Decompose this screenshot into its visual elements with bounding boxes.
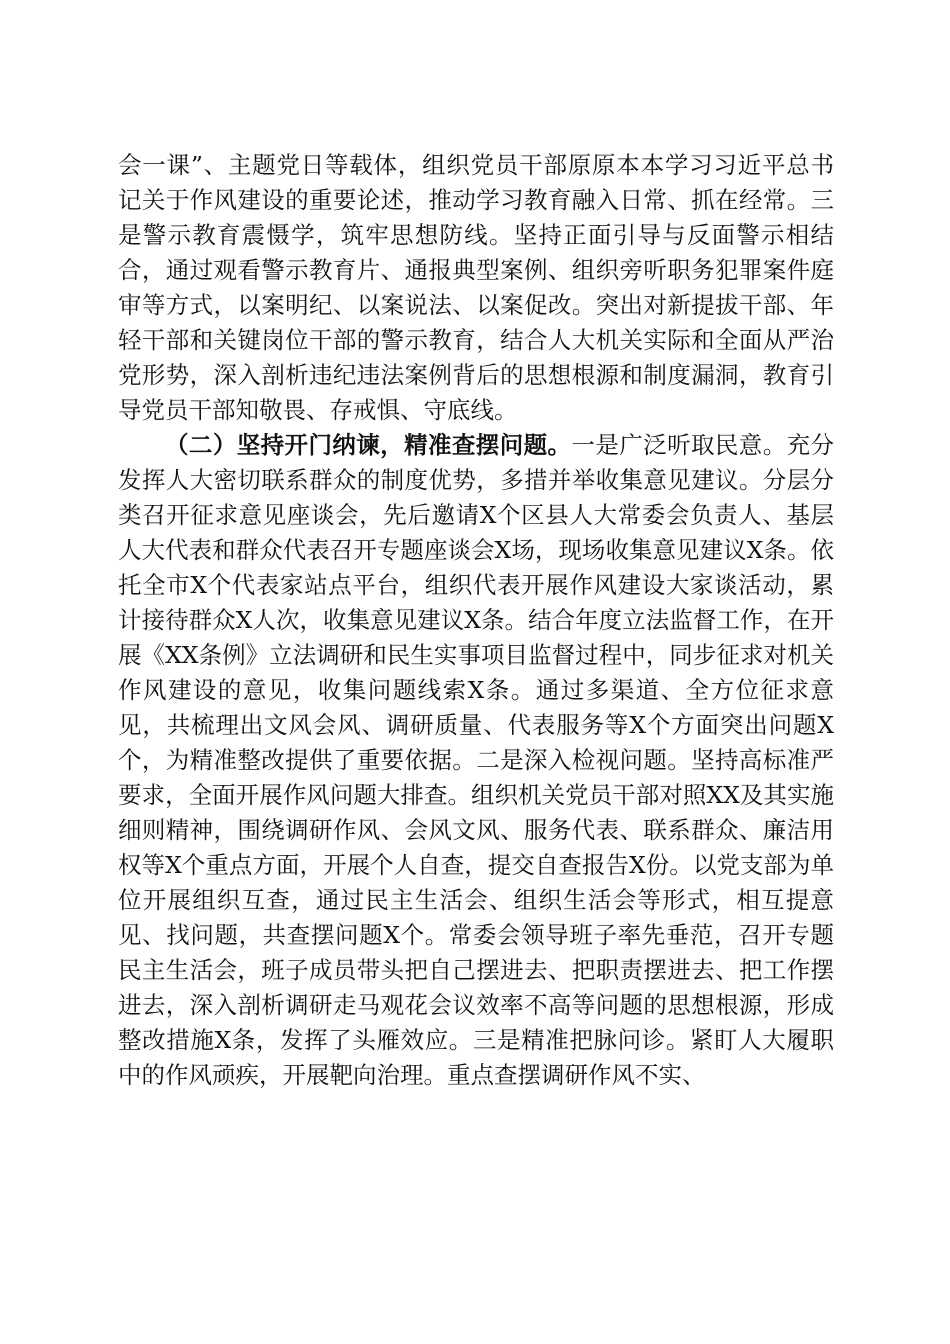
section-heading: （二）坚持开门纳谏，精准查摆问题。	[165, 431, 572, 459]
paragraph-2-text: 一是广泛听取民意。充分发挥人大密切联系群众的制度优势，多措并举收集意见建议。分层分类召开征求意见座谈会，先后邀请X个区县人大常委会负责人、基层人大代表和群众代表召开专题座谈会X场，现场收集意见建议X条。依托全市X个代表家站点平台，组织代表开展作风建设大家谈活动，累计接待群众X人次，收集意见建议X条。结合年度立法监督工作，在开展《XX条例》立法调研和民生实事项目监督过程中，同步征求对机关作风建设的意见，收集问题线索X条。通过多渠道、全方位征求意见，共梳理出文风会风、调研质量、代表服务等X个方面突出问题X个，为精准整改提供了重要依据。二是深入检视问题。坚持高标准严要求，全面开展作风问题大排查。组织机关党员干部对照XX及其实施细则精神，围绕调研作风、会风文风、服务代表、联系群众、廉洁用权等X个重点方面，开展个人自查，提交自查报告X份。以党支部为单位开展组织互查，通过民主生活会、组织生活会等形式，相互提意见、找问题，共查摆问题X个。常委会领导班子率先垂范，召开专题民主生活会，班子成员带头把自己摆进去、把职责摆进去、把工作摆进去，深入剖析调研走马观花会议效率不高等问题的思想根源，形成整改措施X条，发挥了头雁效应。三是精准把脉问诊。紧盯人大履职中的作风顽疾，开展靶向治理。重点查摆调研作风不实、	[118, 431, 835, 1089]
body-paragraph-2	[118, 428, 834, 1093]
paragraph-1-text: 会一课”、主题党日等载体，组织党员干部原原本本学习习近平总书记关于作风建设的重要论述，推动学习教育融入日常、抓在经常。三是警示教育震慑学，筑牢思想防线。坚持正面引导与反面警示相结合，通过观看警示教育片、通报典型案例、组织旁听职务犯罪案件庭审等方式，以案明纪、以案说法、以案促改。突出对新提拔干部、年轻干部和关键岗位干部的警示教育，结合人大机关实际和全面从严治党形势，深入剖析违纪违法案例背后的思想根源和制度漏洞，教育引导党员干部知敬畏、存戒惧、守底线。	[118, 151, 834, 424]
document-page	[118, 148, 834, 1093]
body-paragraph-1	[118, 148, 834, 428]
